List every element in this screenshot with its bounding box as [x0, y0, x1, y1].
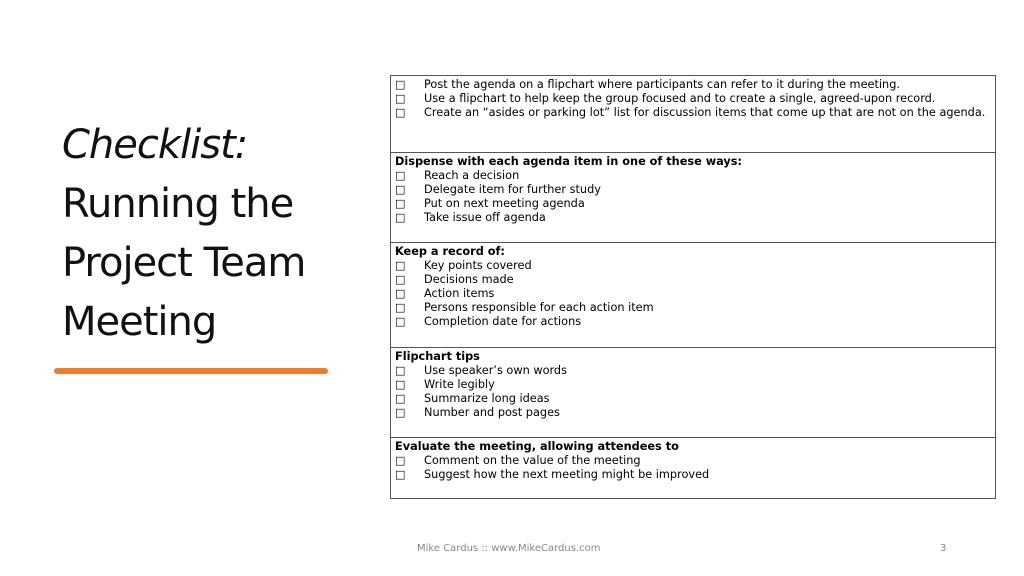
checkbox-icon: □ [395, 287, 406, 300]
footer-text: Mike Cardus :: www.MikeCardus.com [417, 543, 601, 554]
checkbox-icon: □ [395, 315, 406, 328]
list-item: □ Summarize long ideas [395, 392, 550, 405]
checkbox-icon: □ [395, 454, 406, 467]
list-item: □ Create an “asides or parking lot” list for discussion items that come up that are not on the agenda. [395, 106, 986, 119]
list-item: □ Take issue off agenda [395, 211, 546, 224]
checkbox-icon: □ [395, 106, 406, 119]
slide-title [62, 116, 362, 352]
list-item: □ Post the agenda on a flipchart where participants can refer to it during the meeting. [395, 78, 900, 91]
list-item: □ Delegate item for further study [395, 183, 601, 196]
title-line-4: Meeting [62, 299, 217, 345]
list-item: □ Write legibly [395, 378, 495, 391]
section-dispense [391, 153, 995, 243]
checkbox-icon: □ [395, 197, 406, 210]
list-item: □ Comment on the value of the meeting [395, 454, 641, 467]
title-line-3: Project Team [62, 240, 306, 286]
list-item: □ Persons responsible for each action item [395, 301, 654, 314]
section-record [391, 243, 995, 348]
checkbox-icon: □ [395, 183, 406, 196]
checkbox-icon: □ [395, 259, 406, 272]
checkbox-icon: □ [395, 364, 406, 377]
section-heading: Evaluate the meeting, allowing attendees to [395, 440, 679, 453]
section-agenda [391, 76, 995, 153]
list-item: □ Reach a decision [395, 169, 520, 182]
list-item: □ Action items [395, 287, 495, 300]
checkbox-icon: □ [395, 378, 406, 391]
checkbox-icon: □ [395, 92, 406, 105]
list-item: □ Put on next meeting agenda [395, 197, 585, 210]
list-item: □ Completion date for actions [395, 315, 582, 328]
checkbox-icon: □ [395, 406, 406, 419]
title-underline [54, 368, 328, 374]
title-line-1: Checklist: [62, 122, 248, 168]
checkbox-icon: □ [395, 301, 406, 314]
page-number: 3 [940, 543, 947, 554]
section-heading: Keep a record of: [395, 245, 505, 258]
list-item: □ Use a flipchart to help keep the group focused and to create a single, agreed-upon record. [395, 92, 936, 105]
checklist-table [390, 75, 996, 499]
checkbox-icon: □ [395, 273, 406, 286]
checkbox-icon: □ [395, 78, 406, 91]
section-heading: Flipchart tips [395, 350, 480, 363]
checkbox-icon: □ [395, 468, 406, 481]
list-item: □ Use speaker’s own words [395, 364, 567, 377]
list-item: □ Number and post pages [395, 406, 560, 419]
checkbox-icon: □ [395, 211, 406, 224]
title-line-2: Running the [62, 181, 294, 227]
section-heading: Dispense with each agenda item in one of these ways: [395, 155, 743, 168]
checkbox-icon: □ [395, 392, 406, 405]
list-item: □ Suggest how the next meeting might be improved [395, 468, 710, 481]
checkbox-icon: □ [395, 169, 406, 182]
list-item: □ Key points covered [395, 259, 532, 272]
section-flipchart-tips [391, 348, 995, 438]
list-item: □ Decisions made [395, 273, 514, 286]
section-evaluate [391, 438, 995, 498]
